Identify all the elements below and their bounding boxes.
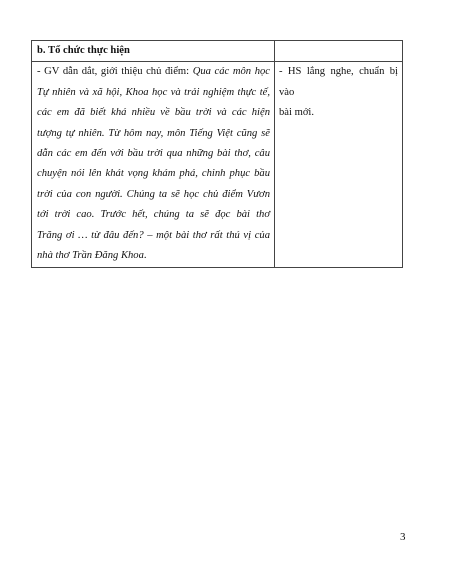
teacher-activity-text-run: chuyện nói lên khát vọng khám phá, chinh phục bầu	[37, 168, 270, 180]
teacher-activity-text-run: Trăng ơi … từ đâu đến? – một bài thơ rất thú vị của	[37, 229, 270, 241]
section-heading-cell	[32, 41, 275, 62]
teacher-activity-text-run: tới trời cao. Trước hết, chúng ta sẽ đọc bài thơ	[37, 209, 270, 221]
section-heading-row	[32, 41, 403, 62]
activity-row	[32, 62, 403, 268]
empty-heading-cell	[275, 41, 403, 62]
teacher-activity-text-run: Tự nhiên và xã hội, Khoa học và trải nghiệm thực tế,	[37, 86, 270, 98]
teacher-activity-line	[37, 62, 270, 82]
section-heading: b. Tổ chức thực hiện	[37, 45, 130, 56]
teacher-activity-text-run: trời của con người. Chúng ta sẽ học chủ điểm Vươn	[37, 188, 270, 200]
teacher-activity-text-run: các em đã biết khá nhiều về bầu trời và các hiện	[37, 107, 270, 119]
student-activity-line: - HS lắng nghe, chuẩn bị vào	[279, 66, 398, 98]
teacher-activity-text-run: nhà thơ Trần Đăng Khoa	[37, 250, 144, 262]
teacher-activity-text-run: - GV dẫn dắt, giới thiệu chủ điểm:	[37, 66, 193, 78]
student-activity-cell	[275, 62, 403, 268]
teacher-activity-line	[37, 164, 270, 184]
page-number: 3	[400, 531, 406, 543]
teacher-activity-line	[37, 185, 270, 205]
teacher-activity-line	[37, 124, 270, 144]
teacher-activity-text	[37, 62, 270, 266]
teacher-activity-line	[37, 144, 270, 164]
student-activity-line: bài mới.	[279, 107, 315, 119]
teacher-activity-text-run: tượng tự nhiên. Từ hôm nay, môn Tiếng Việt cũng sẽ	[37, 127, 270, 139]
lesson-activity-table	[31, 40, 403, 268]
teacher-activity-cell	[32, 62, 275, 268]
teacher-activity-text-run: dẫn các em đến với bầu trời qua những bài thơ, câu	[37, 148, 270, 160]
teacher-activity-text-run: .	[143, 250, 147, 262]
teacher-activity-line	[37, 103, 270, 123]
teacher-activity-text-run: Qua các môn học	[192, 66, 270, 78]
teacher-activity-line	[37, 83, 270, 103]
teacher-activity-line	[37, 246, 270, 266]
teacher-activity-line	[37, 205, 270, 225]
teacher-activity-line	[37, 226, 270, 246]
